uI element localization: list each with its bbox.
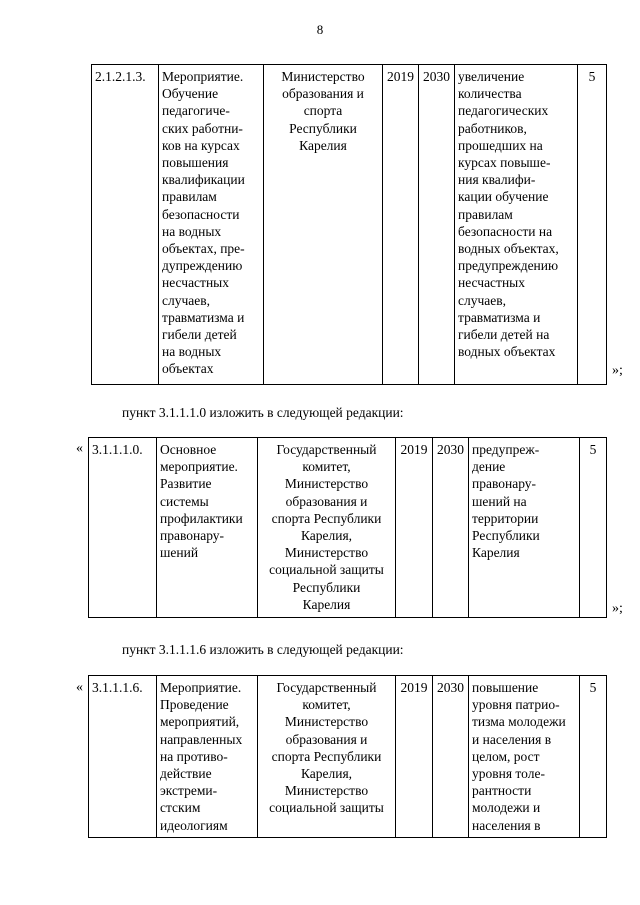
item-name: Мероприятие. Обучение педагогиче- ских работни- ков на курсах повышения квалификации правилам безопасности на водных объектах, пре- дупреждению несчастных случаев, травматизма и гибели детей на водных объектах: [159, 65, 264, 385]
item-end-year: 2030: [419, 65, 455, 385]
page-number: 8: [316, 22, 324, 37]
program-table-3: [88, 675, 607, 838]
paragraph-instruction-2: пункт 3.1.1.1.6 изложить в следующей редакции:: [122, 642, 404, 657]
program-table-2: [88, 437, 607, 618]
table-row: [89, 676, 607, 838]
item-code: 3.1.1.1.0.: [89, 438, 157, 618]
item-executor: Министерство образования и спорта Республики Карелия: [264, 65, 383, 385]
closing-quote-1: »;: [612, 363, 623, 378]
program-table-1: [91, 64, 607, 385]
item-start-year: 2019: [396, 438, 433, 618]
item-section: 5: [578, 65, 607, 385]
item-result: повышение уровня патрио- тизма молодежи и населения в целом, рост уровня толе- рантности молодежи и населения в: [469, 676, 580, 838]
item-executor: Государственный комитет, Министерство образования и спорта Республики Карелия, Министерство социальной защиты Республики Карелия: [258, 438, 396, 618]
item-name: Мероприятие. Проведение мероприятий, направленных на противо- действие экстреми- стским идеологиям: [157, 676, 258, 838]
opening-quote-2: «: [76, 441, 83, 456]
item-result: предупреж- дение правонару- шений на территории Республики Карелия: [469, 438, 580, 618]
item-code: 3.1.1.1.6.: [89, 676, 157, 838]
item-code: 2.1.2.1.3.: [92, 65, 159, 385]
opening-quote-3: «: [76, 680, 83, 695]
closing-quote-2: »;: [612, 601, 623, 616]
item-executor: Государственный комитет, Министерство образования и спорта Республики Карелия, Министерство социальной защиты: [258, 676, 396, 838]
paragraph-instruction-1: пункт 3.1.1.1.0 изложить в следующей редакции:: [122, 405, 404, 420]
item-end-year: 2030: [433, 676, 469, 838]
item-start-year: 2019: [396, 676, 433, 838]
item-section: 5: [580, 676, 607, 838]
item-end-year: 2030: [433, 438, 469, 618]
item-name: Основное мероприятие. Развитие системы профилактики правонару- шений: [157, 438, 258, 618]
item-section: 5: [580, 438, 607, 618]
table-row: [89, 438, 607, 618]
item-start-year: 2019: [383, 65, 419, 385]
table-row: [92, 65, 607, 385]
item-result: увеличение количества педагогических работников, прошедших на курсах повыше- ния квалифи- кации обучение правилам безопасности на водных объектах, предупреждению несчастных случаев, травматизма и гибели детей на водных объектах: [455, 65, 578, 385]
